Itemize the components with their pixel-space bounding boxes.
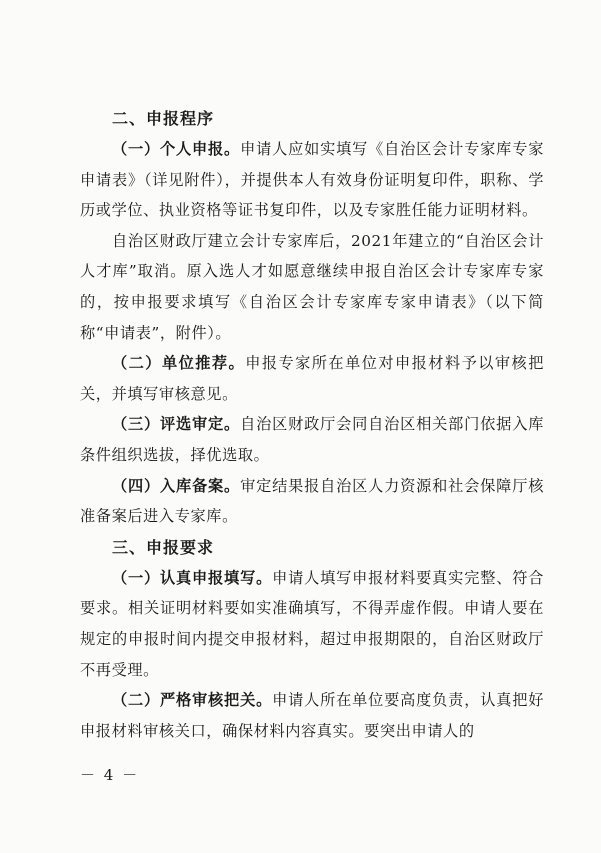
paragraph-text: 审定结果报自治区人力资源和社会保障厅核准备案后进入专家库。 (80, 476, 544, 526)
paragraph-text: 自治区财政厅建立会计专家库后，2021年建立的“自治区会计人才库”取消。原入选人才如愿意继续申报自治区会计专家库专家的，按申报要求填写《自治区会计专家库专家申请表》（以下简称“申请表”，附件）。 (80, 231, 544, 342)
paragraph-individual-application (80, 134, 544, 226)
paragraph-unit-recommendation (80, 348, 544, 409)
paragraph-talent-pool-note (80, 226, 544, 348)
paragraph-text: 自治区财政厅会同自治区相关部门依据入库条件组织选拔，择优选取。 (80, 415, 544, 464)
document-body (80, 103, 544, 746)
section-heading-application-requirements: 三、申报要求 (112, 537, 215, 557)
paragraph-text: 申报专家所在单位对申报材料予以审核把关，并填写审核意见。 (80, 354, 544, 403)
section-heading-application-procedure: 二、申报程序 (112, 109, 215, 128)
paragraph-filing (80, 471, 544, 532)
paragraph-careful-filling (80, 563, 544, 685)
paragraph-text: 申请人填写申报材料要真实完整、符合要求。相关证明材料要如实准确填写，不得弄虚作假。申请人要在规定的申报时间内提交申报材料，超过申报期限的，自治区财政厅不再受理。 (80, 568, 545, 679)
page-number: － 4 － (80, 766, 140, 784)
paragraph-text: 申请人所在单位要高度负责，认真把好申报材料审核关口，确保材料内容真实。要突出申请人的 (80, 691, 545, 740)
paragraph-lead: （四）入库备案。 (112, 476, 241, 495)
paragraph-selection-review (80, 409, 544, 470)
paragraph-lead: （三）评选审定。 (112, 415, 241, 434)
paragraph-lead: （一）个人申报。 (112, 140, 241, 158)
paragraph-strict-review (80, 685, 544, 746)
paragraph-lead: （二）严格审核把关。 (112, 691, 273, 710)
paragraph-lead: （一）认真申报填写。 (112, 568, 273, 587)
paragraph-lead: （二）单位推荐。 (112, 354, 246, 373)
paragraph-text: 申请人应如实填写《自治区会计专家库专家申请表》（详见附件），并提供本人有效身份证明复印件，职称、学历或学位、执业资格等证书复印件，以及专家胜任能力证明材料。 (80, 140, 544, 220)
